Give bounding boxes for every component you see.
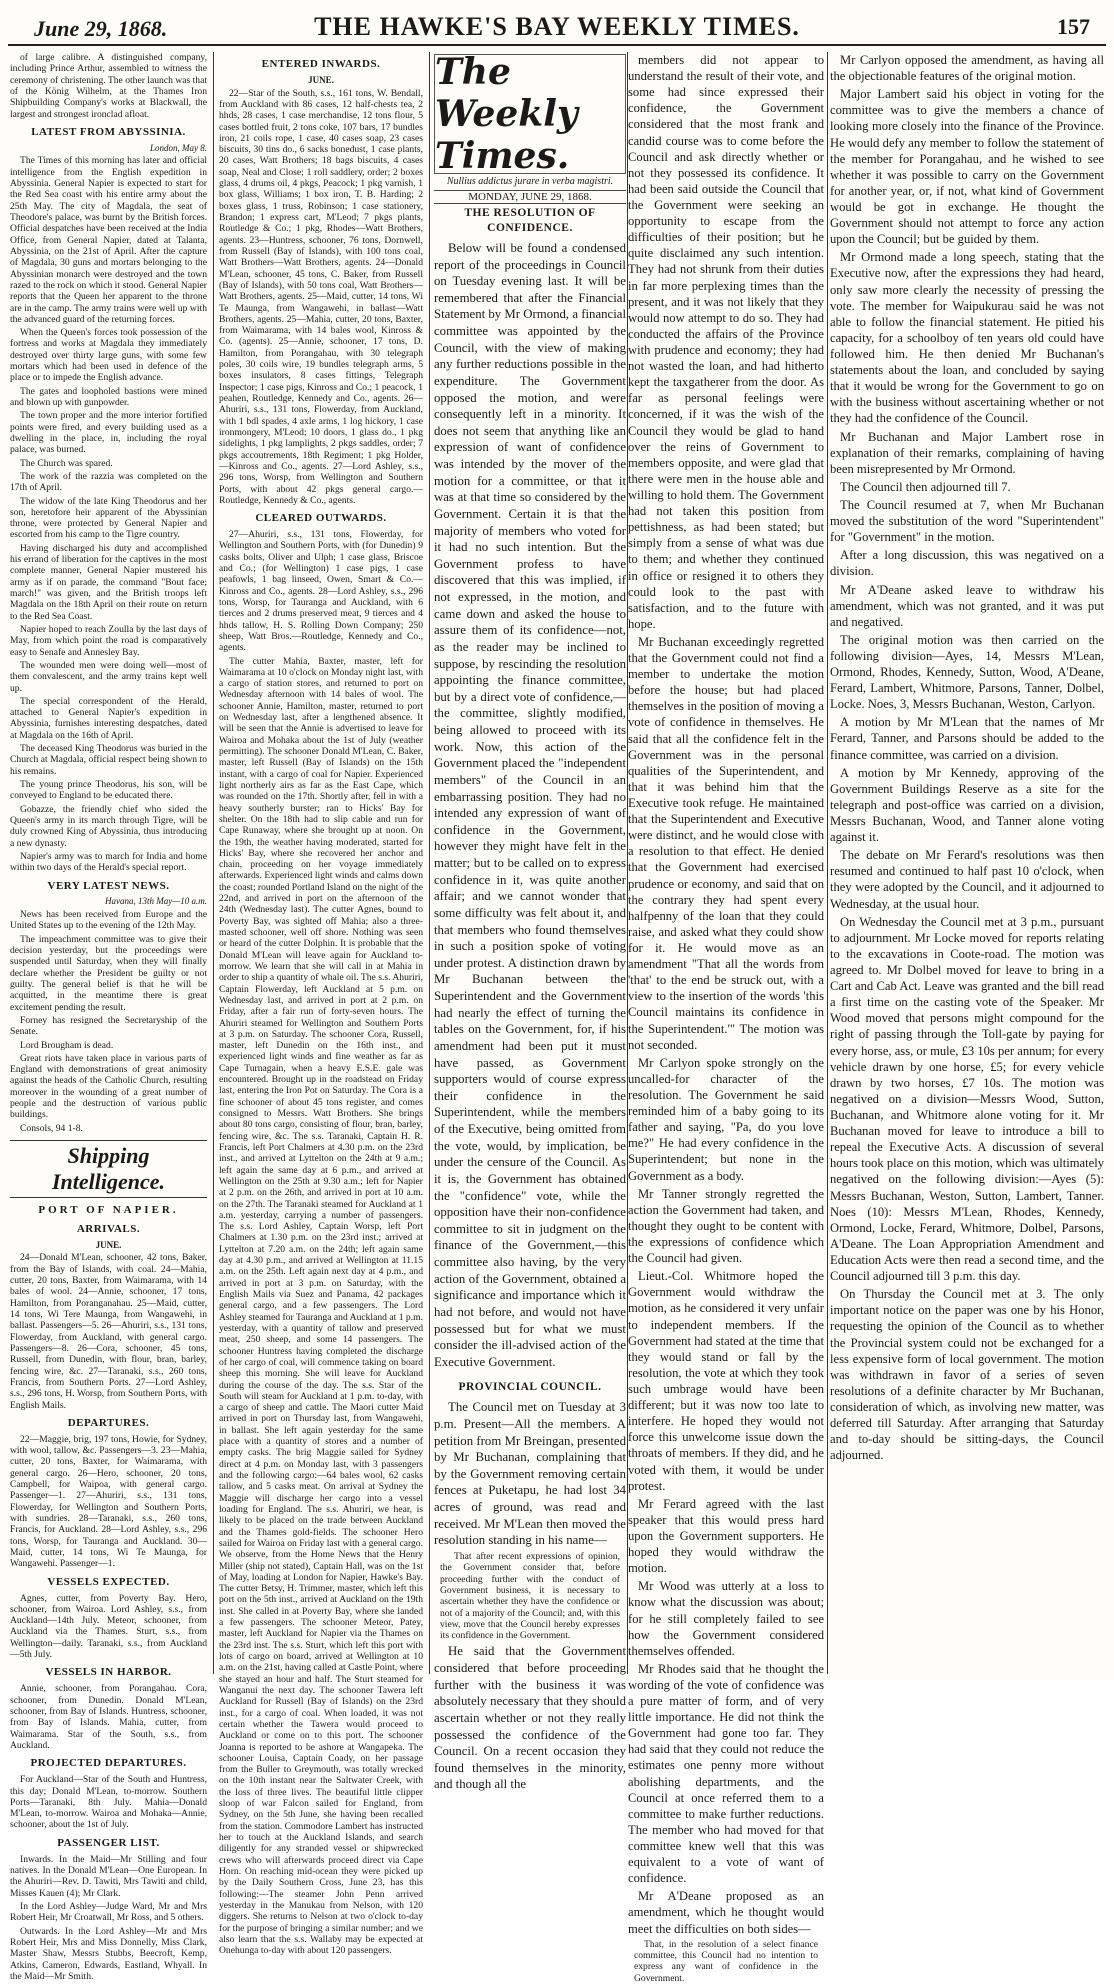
arrivals-list: 24—Donald M'Lean, schooner, 42 tons, Baker, from the Bay of Islands, with coal. 24—Mahia, cutter, 20 tons, Baxter, from Waimarama, with 14 bales of wool. 24—Annie, schooner, 17 tons, Hamilton, from Poranganahau. 25—Maid, cutter, 14 tons, Wi Tere Maunga, from Wangawehi, in ballast. Passengers—5. 26—Ahuriri, s.s., 131 tons, Flowerday, from Auckland, with general cargo. Passengers—8. 26—Cora, schooner, 45 tons, Russell, from Dunedin, with flour, bran, barley, fencing wire, &c. 27—Taranaki, s.s., 260 tons, Francis, from Southern Ports. 27—Lord Ashley, s.s., 296 tons, H. Worsp, from Southern Ports, with English Mails. <box>10 1252 207 1411</box>
projected-heading: PROJECTED DEPARTURES. <box>30 1757 187 1770</box>
entered-heading: ENTERED INWARDS. <box>261 58 381 70</box>
paragraph: Mr A'Deane asked leave to withdraw his amendment, which was not granted, and it was put and negatived. <box>830 582 1104 629</box>
column-rule <box>827 52 828 1674</box>
paragraph: The Church was spared. <box>20 457 113 469</box>
paragraph: Mr Carlyon opposed the amendment, as having all the objectionable features of the original motion. <box>830 53 1104 84</box>
harbor-list: Annie, schooner, from Porangahau. Cora, schooner, from Dunedin. Donald M'Lean, schooner, from Bay of Islands. Huntress, schooner, from Bay of Islands. Mahia, cutter, from Waimarama. Star of the South, s.s., from Auckland. <box>10 1683 207 1751</box>
projected-list: For Auckland—Star of the South and Huntress, this day; Donald M'Lean, to-morrow. Southern Ports—Taranaki, 8th July. Mahia—Donald M'Lean, to-morrow. Wairoa and Mohaka—Annie, schooner, about the 1st of July. <box>10 1774 207 1831</box>
logo-text: The Weekly Times. <box>435 51 578 177</box>
paragraph: Great riots have taken place in various parts of England with demonstrations of great animosity against the heads of the Catholic Church, resulting moreover in the wounding of a great number of people and the destruction of various public buildings. <box>10 1052 207 1121</box>
section-heading-news: VERY LATEST NEWS. <box>47 879 170 892</box>
paragraph: On Thursday the Council met at 3. The only important notice on the paper was one by his Honor, requesting the opinion of the Council as to whether the Provincial system could not be exchanged for a less expensive form of local government. The motion was withdrawn in favor of a series of seven resolutions of a definite character by Mr Buchanan, consideration of which, as involving new matter, was deferred till Saturday. After arranging that Saturday and to-day should be sitting-days, the Council adjourned. <box>830 1287 1104 1463</box>
expected-list: Agnes, cutter, from Poverty Bay. Hero, schooner, from Wairoa. Lord Ashley, s.s., from Auckland—14th July. Meteor, schooner, from Auckland via the Thames. Sturt, s.s., from Wellington—daily. Taranaki, s.s., from Auckland—5th July. <box>10 1592 207 1661</box>
paragraph: Mr A'Deane proposed as an amendment, which he thought would meet the difficulties on both sides— <box>628 1889 824 1936</box>
month-label: JUNE. <box>95 1239 122 1250</box>
paragraph: Below will be found a condensed report of the proceedings in Council on Tuesday evening last. It will be remembered that after the Financial Statement by Mr Ormond, a financial committee was appointed by the Council, with the view of making any further reductions possible in the expenditure. The Government opposed the motion, and were consequently left in a minority. It does not seem that anything like an expression of want of confidence was intended by the mover of the motion for a committee, or that it was at that time so considered by the Government. Certain it is that the majority of members who voted for it had no such intention. But the Government profess to have discovered that this was implied, if not expressed, in the motion, and came down and asked the house to assure them of its confidence—not, as the reader may be inclined to suppose, by rescinding the resolution appointing the finance committee, but by a direct vote of confidence,—the committee, slightly modified, being allowed to proceed with its work. Now, this action of the Government placed the "independent members" of the Council in an embarrassing position. They had no intended any expression of want of confidence in the Government, however they might have felt in the matter; but to be called on to express confidence in it, was quite another affair; and we cannot wonder that some difficulty was felt about it, and that members who found themselves in such a position spoke of voting under protest. A distinction drawn by Mr Buchanan between the Superintendent and the Government had nearly the effect of turning the tables on the Government, for, if his amendment had been put it must have passed, as Government supporters would of course express their confidence in the Superintendent, while the members of the Executive, being omitted from the vote, would, by implication, be under the censure of the Council. As it is, the Government has obtained the "confidence" vote, while the opposition have their non-confidence committee to sit in judgment on the finance of the Government,—this committee also having, by the very action of the Government, obtained a significance and importance which it had not before, and would not have possessed but for what we must consider the ill-advised action of the Executive Government. <box>434 240 626 1369</box>
paragraph: Mr Carlyon spoke strongly on the uncalled-for character of the resolution. The Government he said reminded him of a baby going to its father and saying, "Pa, do you love me?" He had every confidence in the Superintendent; but none in the Government as a body. <box>628 1055 824 1183</box>
column-3 <box>434 200 626 1792</box>
paragraph: Gobazze, the friendly chief who sided the Queen's army in its march through Tigre, will be duly crowned King of Abyssinia, thus introducing a new dynasty. <box>10 803 207 849</box>
dateline: Havana, 13th May—10 a.m. <box>105 896 207 907</box>
issue-date: June 29, 1868. <box>34 16 168 41</box>
paragraph: The impeachment committee was to give their decision yesterday, but the proceedings were suspended until Saturday, when they will finally declare whether the President be guilty or not guilty. The general belief is that he will be acquitted, in the meantime there is great excitement pending the result. <box>10 933 207 1013</box>
paragraph: The Council resumed at 7, when Mr Buchanan moved the substitution of the word "Superintendent" for "Government" in the motion. <box>830 497 1104 545</box>
paragraph: Lord Brougham is dead. <box>20 1039 114 1051</box>
expected-heading: VESSELS EXPECTED. <box>47 1575 170 1588</box>
section-heading-abyssinia: LATEST FROM ABYSSINIA. <box>31 125 186 138</box>
column-1 <box>10 52 207 1982</box>
cleared-list: 27—Ahuriri, s.s., 131 tons, Flowerday, for Wellington and Southern Ports, with (for Dunedin) 9 casks bolts, Oliver and Ulph; 1 case glass, Briscoe and Co.; (for Wellington) 1 case pigs, 1 case peafowls, 1 bag linseed, Owen, Smart & Co.—Kinross and Co., agents. 28—Lord Ashley, s.s., 296 tons, Worsp, for Tauranga and Auckland, with 6 tierces and 2 drums preserved meat, 9 tierces and 4 hhds tallow, H. S. Rolling Down Company; 250 sheep, Watt Bros.—Routledge, Kennedy and Co., agents. <box>219 529 423 654</box>
passenger-outwards: Outwards. In the Lord Ashley—Mr and Mrs Robert Heir, Mrs and Miss Donnelly, Miss Clark, Master Shaw, Messrs Stubbs, Beecroft, Kemp, Atkins, Cameron, Edwards, Eastland, Whyall. In the Maid—Mr Smith. <box>10 1925 207 1982</box>
shipping-news: The cutter Mahia, Baxter, master, left for Waimarama at 10 o'clock on Monday night last, with a cargo of station stores, and returned to port on Wednesday afternoon with 14 bales of wool. The schooner Annie, Hamilton, master, returned to port on Wednesday last, after a lengthened absence. It will be seen that the Annie is advertised to leave for Wairoa and Mohaka about the 1st of July (weather permitting). The schooner Donald M'Lean, C. Baker, master, left Russell (Bay of Islands) on the 15th instant, with a cargo of coal for Napier. Experienced light northerly airs as far as the East Cape, which was rounded on the 17th. Shortly after, fell in with a heavy southerly burster; ran to Hicks' Bay for shelter. On the 18th had to slip cable and run for Cape Runaway, where she brought up at noon. On the 19th, the weather having moderated, started for Hicks' Bay, where she recovered her anchor and chain, proceeding on her voyage immediately afterwards. Experienced light winds and calms down the coast; rounded Portland Island on the night of the 22nd, and arrived in port on the afternoon of the 24th (Wednesday last). The cutter Agnes, bound to Poverty Bay, was sighted off Mahia; also a three-masted schooner, well off shore. Nothing was seen or heard of the cutter Dolphin. It is probable that the Donald M'Lean will leave again for Auckland to-morrow. We learn that she will call in at Mahia in order to ship a quantity of whale oil. The s.s. Ahuriri, Captain Flowerday, left Auckland at 5 p.m. on Wednesday last, and arrived in port at 2 p.m. on Friday, after a fair run of forty-seven hours. The Ahuriri steamed for Wellington and Southern Ports at 3 p.m. on Saturday. The schooner Cora, Russell, master, left Dunedin on the 16th inst., and experienced light winds and fine weather as far as Cape Turnagain, when a heavy E.S.E. gale was encountered. Brought up in the roadstead on Friday last, entering the Iron Pot on Saturday. The Cora is a fine schooner of about 45 tons register, and comes consigned to Messrs. Watt Brothers. She brings about 80 tons cargo, consisting of flour, bran, barley, fencing wire, &c. The s.s. Taranaki, Captain H. R. Francis, left Port Chalmers at 4.30 p.m. on the 23rd inst., and arrived at Lyttelton on the 24th at 9 a.m.; left again the same day at 6 p.m., and arrived at Wellington on the 25th at 9.30 a.m.; left for Napier at 2 p.m. on the 26th, and arrived in port at 10 a.m. on the 27th. The Taranaki steamed for Auckland at 1 a.m. yesterday, carrying a number of passengers. The s.s. Lord Ashley, Captain Worsp, left Port Chalmers at 1.30 p.m. on the 23rd inst.; arrived at Lyttelton at 7.20 a.m. on the 24th; left again same day at 4.30 p.m., and arrived at Wellington at 11.15 a.m. on the 25th. Left again next day at 4 p.m., and arrived in port at 3 p.m. on Saturday, with the English Mails via Suez and Panama, 42 packages general cargo, and a few passengers. The Lord Ashley steamed for Tauranga and Auckland at 1 p.m. yesterday, with a quantity of tallow and preserved meat, 250 sheep, and some 14 passengers. The schooner Huntress having completed the discharge of her cargo of coal, will commence taking on board sheep this morning. She will leave for Auckland during the course of the day. The s.s. Star of the South will steam for Auckland at 1 p.m. to-day, with a cargo of sheep and cattle. The Maori cutter Maid arrived in port on Thursday last, from Wangawehi, in ballast. She left again yesterday for the same place with a quantity of stores and a number of empty casks. The brig Maggie sailed for Sydney direct at 4 p.m. on Monday last, with 3 passengers and the following cargo:—64 bales wool, 62 casks tallow, and 5 casks meat. On arrival at Sydney the Maggie will discharge her cargo into a vessel loading for England. The s.s. Ahuriri, we hear, is likely to be placed on the trade between Auckland and the Thames gold-fields. The schooner Hero sailed for Wairoa on Friday last with a general cargo. We observe, from the Home News that the Henry Miller (ship not stated), Captain Hall, was on the 1st of May, loading at London for Napier, Hawke's Bay. The cutter Betsy, H. Trimmer, master, which left this port on the 5th inst., arrived at Auckland on the 19th inst. She called in at Poverty Bay, where she landed a few passengers. The schooner Meteor, Patey, master, left Auckland for Napier via the Thames on the 23rd inst. The s.s. Sturt, which left this port with lots of cargo on board, arrived at Wellington at 10 a.m. on the 21st, having called at Castle Point, where she stayed an hour and half. The Sturt steamed for Wanganui the next day. The schooner Tawera left Auckland for Russell (Bay of Islands) on the 23rd inst., for a cargo of coal. When loaded, it was not certain whether the Tawera would proceed to Auckland or come on to this port. The schooner Joanna is reported to be ashore at Wangapeka. The schooner Louisa, Captain Coady, on her passage from the Buller to Greymouth, was totally wrecked on the 10th instant near the Saltwater Creek, with the loss of three lives. The beautiful little clipper sloop of war Falcon sailed for England, from Sydney, on the 5th June, she having been recalled from the station. Commodore Lambert has instructed her to touch at the Auckland Islands, and search diligently for any stranded vessel or shipwrecked crews who will afterwards proceed direct via Cape Horn. On reaching mid-ocean they were picked up by the Daily Southern Cross, June 23, has this following:—The steamer John Penn arrived yesterday in the Manukau from Nelson, with 120 diggers. She returns to Nelson at two o'clock to-day for the purpose of bringing a similar number; and we also learn that the s.s. Wallaby may be expected at Onehunga to-day with about 120 passengers. <box>219 655 423 1957</box>
paragraph: Napier hoped to reach Zoulla by the last days of May, from which point the road is comparatively easy to Senafe and Annesley Bay. <box>10 623 207 658</box>
masthead <box>8 6 1106 46</box>
paragraph: The special correspondent of the Herald, attached to General Napier's expedition in Abyssinia, furnishes interesting despatches, dated at Magdala on the 16th of April. <box>10 695 207 741</box>
paragraph: The Council met on Tuesday at 3 p.m. Present—All the members. A petition from Mr Breingan, presented by Mr Buchanan, complaining that by the Government removing certain fences at Puketapu, he had lost 34 acres of ground, was read and received. Mr M'Lean then moved the resolution standing in his name— <box>434 1400 626 1548</box>
month-label: JUNE. <box>308 74 334 85</box>
paragraph: Mr Ormond made a long speech, stating that the Executive now, after the expressions they had heard, only saw more clearly the necessity of pressing the vote. The member for Waipukurau said he was not able to follow the financial statement. He pitied his capacity, for a schoolboy of ten years old could have followed him. He then denied Mr Buchanan's statements about the loan, and concluded by saying that it would be wrong for the Government to go on with the business without ascertaining whether or not they had the confidence of the Council. <box>830 250 1104 426</box>
paragraph: On Wednesday the Council met at 3 p.m., pursuant to adjournment. Mr Locke moved for reports relating to the excavations in Coote-road. The motion was agreed to. Mr Dolbel moved for leave to bring in a Cart and Cab Act. Leave was granted and the bill read a first time on the casting vote of the Speaker. Mr Wood moved that persons might compound for the right of passing through the Toll-gate by paying for every horse, ass, or mule, £3 10s per annum; for every vehicle drawn by one horse, £5; for every vehicle drawn by two horses, £7 10s. The motion was negatived on a division—Messrs Wood, Sutton, Buchanan, and Whitmore alone voting for it. Mr Buchanan moved for leave to introduce a bill to repeal the Executive Acts. A discussion of several hours took place on this motion, which was ultimately negatived on the following division:—Ayes (5): Messrs Buchanan, Weston, Sutton, Lambert, Tanner. Noes (10): Messrs M'Lean, Rhodes, Kennedy, Ormond, Locke, Ferard, Whitmore, Dolbel, Parsons, A'Deane. The Loan Appropriation Amendment and Education Acts were then read a second time, and the Council adjourned till 3 p.m. this day. <box>830 914 1104 1284</box>
paragraph: Consols, 94 1-8. <box>20 1122 83 1134</box>
paragraph: Major Lambert said his object in voting for the committee was to give the members a chance of looking more closely into the finance of the Province. He would defy any member to follow the statement of the member for Porangahau, and he wished to see whether it was possible to carry on the Government for another year, or, if not, what kind of Government would be got in exchange. He thought the Government should not attempt to force any action upon the Council; but be guided by them. <box>830 87 1104 247</box>
paper-title: THE HAWKE'S BAY WEEKLY TIMES. <box>314 12 800 41</box>
departures-list: 22—Maggie, brig, 197 tons, Howie, for Sydney, with wool, tallow, &c. Passengers—3. 23—Mahia, cutter, 20 tons, Baxter, for Waimarama, with general cargo. 26—Hero, schooner, 20 tons, Campbell, for Waipoa, with general cargo. Passenger—1. 27—Ahuriri, s.s., 131 tons, Flowerday, for Wellington and Southern Ports, with sundries. 28—Taranaki, s.s., 260 tons, Francis, for Auckland. 28—Lord Ashley, s.s., 296 tons, Worsp, for Tauranga and Auckland. 30—Maid, cutter, 14 tons, Wi Te Maunga, for Wangawehi. Passenger—1. <box>10 1433 207 1570</box>
paragraph: The Times of this morning has later and official intelligence from the English expedition in Abyssinia. General Napier is expected to start for the Red Sea coast with his entire army about the 25th May. The city of Magdala, the seat of Theodore's palace, was burnt by the British forces. Official despatches have been received at the India Office, from General Napier, dated at Talanta, Abyssinia, on the 21st of April. After the capture of Magdala, 30 guns and mortars belonging to the Abyssinian monarch were destroyed and the town razed to the rock on which it stood. General Napier reports that the Queen her apparent to the throne are in the camp. The army trains were well up with the advanced guard of the returning forces. <box>10 155 207 325</box>
paragraph: The debate on Mr Ferard's resolutions was then resumed and continued to half past 10 o'clock, when they were adopted by the Council, and it adjourned to Wednesday, at the usual hour. <box>830 848 1104 911</box>
paragraph: Mr Wood was utterly at a loss to know what the discussion was about; for he still completely failed to see how the Government considered themselves offended. <box>628 1579 824 1658</box>
paragraph: The gates and loopholed bastions were mined and blown up with gunpowder. <box>10 385 207 409</box>
arrivals-heading: ARRIVALS. <box>76 1222 141 1235</box>
paragraph: A motion by Mr Kennedy, approving of the Government Buildings Reserve as a site for the telegraph and post-office was carried on a division, Messrs Buchanan, Wood, and Tanner alone voting against it. <box>830 765 1104 845</box>
editorial-date: MONDAY, JUNE 29, 1868. <box>434 190 626 204</box>
section-heading-shipping: Shipping Intelligence. <box>10 1140 207 1198</box>
paragraph: A motion by Mr M'Lean that the names of Mr Ferard, Tanner, and Parsons should be added to the finance committee, was carried on a division. <box>830 715 1104 762</box>
provincial-heading: PROVINCIAL COUNCIL. <box>458 1381 602 1394</box>
paragraph: He said that the Government considered that before proceeding further with the business it was absolutely necessary that they should ascertain whether or not they really possessed the confidence of the Council. On a recent occasion they found themselves in the minority, and though all the <box>434 1644 626 1792</box>
column-2 <box>219 52 423 1957</box>
paragraph: After a long discussion, this was negatived on a division. <box>830 548 1104 579</box>
motto: Nullius addictus jurare in verba magistri. <box>446 176 614 187</box>
paragraph: Mr Rhodes said that he thought the wording of the vote of confidence was a pure matter of form, and of very little importance. He did not think the Government had gone too far. They had said that they could not reduce the estimates one penny more without abolishing departments, and the Council at once referred them to a committee to make further reductions. The member who had moved for that committee knew well that this was equivalent to a vote of want of confidence. <box>628 1661 824 1886</box>
entered-list: 22—Star of the South, s.s., 161 tons, W. Bendall, from Auckland with 86 cases, 12 half-chests tea, 2 hhds, 28 cases, 1 case merchandise, 12 tons flour, 5 cases bottled fruit, 2 tons coke, 107 bars, 17 bundles iron, 21 coils rope, 1 case, 40 cases soap, 23 cases biscuits, 30 tins do., 6 sacks bonedust, 1 case plants, 20 cases, Watt Brothers; 18 bags biscuits, 4 cases soap, Neal and Close; 1 roll saddlery, order; 2 boxes glass, 4 drums oil, 4 pkgs, Peacock; 1 pkg varnish, 1 box glass, Williams; 1 box iron, T. B. Harding; 2 boxes glass, 1 truss, Robinson; 1 case stationery, Brandon; 1 express cart, M'Leod; 7 pkgs plants, Routledge & Co.; 1 pkg, Rhodes—Watt Brothers, agents. 23—Huntress, schooner, 76 tons, Dornwell, from Russell (Bay of Islands), with 100 tons coal, Watt Brothers—Watt Brothers, agents. 24—Donald M'Lean, schooner, 45 tons, C. Baker, from Russell (Bay of Islands), with 50 tons coal, Watt Brothers—Watt Brothers, agents. 25—Maid, cutter, 14 tons, Wi Te Maunga, from Wangawehi, in ballast—Watt Brothers, agents. 25—Mahia, cutter, 20 tons, Baxter, from Waimarama, with 14 bales wool, Kinross & Co. (agents). 25—Annie, schooner, 17 tons, D. Hamilton, from Porangahau, with 30 telegraph poles, 30 coils wire, 19 bundles telegraph arms, 5 boxes insulators, 8 cases fittings, Telegraph Inspector; 1 case pigs, Kinross and Co.; 1 peacock, 1 peahen, Routledge, Kennedy and Co., agents. 26—Ahuriri, s.s., 131 tons, Flowerday, from Auckland, with 1 bdl spades, 4 axle arms, 1 log hickory, 1 case ironmongery, M'Leod; 10 doors, 1 glass do., 1 pkg sidelights, 1 pkg lamplights, 2 pkgs saddles, order; 7 pkgs accoutrements, 18th Regiment; 1 pkg Holder,—Kinross and Co., agents. 27—Lord Ashley, s.s., 296 tons, Worsp, from Wellington and Southern Ports, with about 42 pkgs general cargo.—Routledge, Kennedy & Co., agents. <box>219 87 423 506</box>
resolution-heading: THE RESOLUTION OF CONFIDENCE. <box>464 207 596 234</box>
harbor-heading: VESSELS IN HARBOR. <box>45 1666 172 1679</box>
paragraph: The Council then adjourned till 7. <box>840 479 1011 494</box>
departures-heading: DEPARTURES. <box>67 1416 150 1429</box>
paragraph: Mr Tanner strongly regretted the action the Government had taken, and thought they ought to be content with the expressions of confidence which the Council had given. <box>628 1186 824 1266</box>
paragraph: Lieut.-Col. Whitmore hoped the Government would withdraw the motion, as he considered it very unfair to independent members. If the Government had stated at the time that they would stand or fall by the resolution, the vote at which they took such umbrage would have been different; but it was now too late to interfere. He hoped they would not force this unwelcome issue down the throats of members. If they did, and he voted with them, it would be under protest. <box>628 1269 824 1493</box>
paragraph: Mr Buchanan exceedingly regretted that the Government could not find a member to undertake the motion before the house; but had placed themselves in the position of moving a vote of confidence in themselves. He said that all the confidence felt in the Government was in the personal qualities of the Superintendent, and that it was behind him that the Executive took refuge. He maintained that the Superintendent and Executive were distinct, and he would close with a resolution to that effect. He denied that the Government had exercised prudence or economy, and said that on the contrary they had spent every halfpenny of the loan that they could raise, and asked what they could show for it. He would move as an amendment "That all the words from 'that' to the end be struck out, with a view to the insertion of the words 'this Council maintains its confidence in the Superintendent.'" The motion was not seconded. <box>628 634 824 1052</box>
paragraph: Mr Buchanan and Major Lambert rose in explanation of their remarks, complaining of having been misrepresented by Mr Ormond. <box>830 429 1104 476</box>
column-4 <box>628 52 824 1984</box>
quoted-resolution: That after recent expressions of opinion, the Government consider that, before proceeding further with the conduct of Government business, it is necessary to ascertain whether they have the confidence or not of a majority of the Council; and, with this view, move that the Council hereby expresses its confidence in the Government. <box>440 1550 620 1642</box>
masthead-logo <box>434 51 626 177</box>
paragraph: Having discharged his duty and accomplished his errand of liberation for the captives in the most complete manner, General Napier mustered his army as if on parade, the command "Bout face; march!" was given, and the British troops left Magdala on the 18th April on their route on return to the Red Sea Coast. <box>10 542 207 622</box>
port-heading: PORT OF NAPIER. <box>38 1203 179 1216</box>
paragraph: The town proper and the more interior fortified points were fired, and every building used as a dwelling in the place, in, including the royal palace, was burned. <box>10 410 207 456</box>
passenger-inwards-2: In the Lord Ashley—Judge Ward, Mr and Mrs Robert Heir, Mr Croatwall, Mr Ross, and 5 others. <box>10 1901 207 1924</box>
paragraph: Napier's army was to march for India and home within two days of the Herald's special report. <box>10 850 207 874</box>
column-rule <box>213 52 214 1674</box>
paragraph: The work of the razzia was completed on the 17th of April. <box>10 470 207 494</box>
page-number: 157 <box>1057 14 1090 39</box>
quoted-amendment: That, in the resolution of a select finance committee, this Council had no intention to express any want of confidence in the Government. <box>634 1938 818 1984</box>
passenger-inwards: Inwards. In the Maid—Mr Stilling and four natives. In the Donald M'Lean—One European. In the Ahuriri—Rev. D. Tawiti, Mrs Tawiti and child, Misses Kauen (4); Mr Clark. <box>10 1853 207 1899</box>
paragraph: News has been received from Europe and the United States up to the evening of the 12th May. <box>10 909 207 932</box>
column-5 <box>830 52 1104 1674</box>
paragraph: Forney has resigned the Secretaryship of the Senate. <box>10 1014 207 1038</box>
column-rule <box>429 52 430 1674</box>
paragraph: The young prince Theodorus, his son, will be conveyed to England to be educated there. <box>10 779 207 802</box>
cleared-heading: CLEARED OUTWARDS. <box>255 512 387 525</box>
paragraph: Mr Ferard agreed with the last speaker that this would press hard upon the Government supporters. He hoped they would withdraw the motion. <box>628 1496 824 1576</box>
paragraph: The deceased King Theodorus was buried in the Church at Magdala, official respect being shown to his remains. <box>10 743 207 777</box>
paragraph: The widow of the late King Theodorus and her son, heretofore heir apparent of the Abyssinian throne, were protected by General Napier and escorted from his camp to the Tigre country. <box>10 495 207 541</box>
dateline: London, May 8. <box>150 142 207 153</box>
paragraph: members did not appear to understand the result of their vote, and some had since expressed their confidence, the Government considered that the most frank and candid course was to come before the Council and ask directly whether or not they possessed its confidence. It had been said outside the Council that the Government were seeking an opportunity to escape from the difficulties of their position; but he quite disclaimed any such intention. They had not shrunk from their duties in far more perplexing times than the present, and it was not likely that they would now attempt to do so. They had conducted the affairs of the Province with prudence and economy; they had not wasted the loan, and had hitherto kept the taxgatherer from the door. As far as personal feelings were concerned, if it was the wish of the Council they would be glad to hand over the reins of Government to members opposite, and were glad that there were men in the house able and willing to hold them. The Government had not taken this position from pettishness, as had been stated; but simply from a sense of what was due to them; and whether they continued in office or resigned it to others they could look to the past with satisfaction, and to the future with hope. <box>628 53 824 631</box>
paragraph: The original motion was then carried on the following division—Ayes, 14, Messrs M'Lean, Ormond, Rhodes, Kennedy, Sutton, Wood, A'Deane, Ferard, Lambert, Whitmore, Parsons, Tanner, Dolbel, Locke. Noes, 3, Messrs Buchanan, Weston, Carlyon. <box>830 632 1104 712</box>
article-intro: of large calibre. A distinguished company, including Prince Arthur, assembled to witness the ceremony of christening. The other launch was that of the König Wilhelm, at the Thames Iron Shipbuilding Company's works at Blackwall, the largest and strongest ironclad afloat. <box>10 52 207 120</box>
paragraph: When the Queen's forces took possession of the fortress and works at Magdala they immediately destroyed over thirty large guns, with some few mortars which had been used in defence of the place or to impede the English advance. <box>10 327 207 384</box>
paragraph: The wounded men were doing well—most of them convalescent, and the army trains kept well up. <box>10 659 207 694</box>
passenger-heading: PASSENGER LIST. <box>57 1836 160 1849</box>
